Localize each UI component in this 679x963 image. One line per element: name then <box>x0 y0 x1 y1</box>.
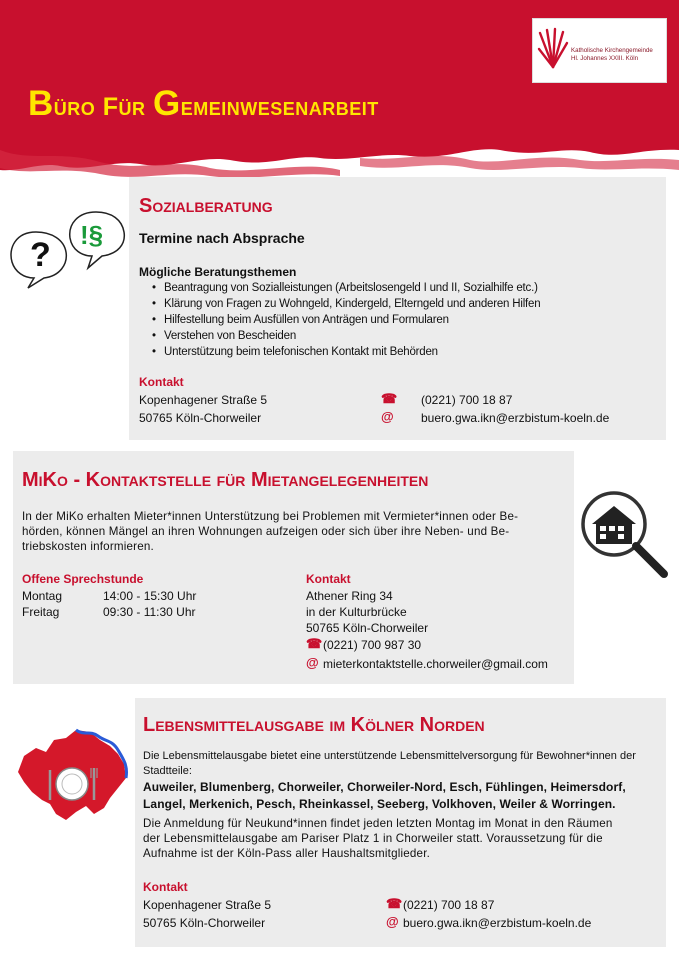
title-initial: B <box>28 84 54 123</box>
bubble-question: ? <box>30 236 51 274</box>
info-line: Die Anmeldung für Neukund*innen findet jeden letzten Montag im Monat in den Räumen <box>143 817 613 830</box>
miko-title: MiKo - Kontaktstelle für Mietangelegenheiten <box>22 469 429 491</box>
contact-phone[interactable]: (0221) 700 18 87 <box>421 393 513 407</box>
food-info <box>143 816 612 861</box>
districts-line: Langel, Merkenich, Pesch, Rheinkassel, Seeberg, Volkhoven, Weiler & Worringen. <box>143 797 616 811</box>
sozialberatung-subtitle: Termine nach Absprache <box>139 230 305 246</box>
contact-street: Kopenhagener Straße 5 <box>139 393 268 407</box>
hours-time: 09:30 - 11:30 Uhr <box>103 605 196 619</box>
list-item: • Beantragung von Sozialleistungen (Arbeitslosengeld I und II, Sozialhilfe etc.) <box>164 280 540 296</box>
phone-icon: ☎ <box>381 391 398 406</box>
food-map-icon <box>14 726 132 826</box>
contact-city: 50765 Köln-Chorweiler <box>139 411 262 425</box>
house-magnifier-icon <box>578 488 672 582</box>
title-rest: emeinwesenarbeit <box>180 93 379 121</box>
sozialberatung-title: Sozialberatung <box>139 195 273 217</box>
logo-line-1: Katholische Kirchengemeinde <box>571 47 653 54</box>
districts-line: Auweiler, Blumenberg, Chorweiler, Chorweiler-Nord, Esch, Fühlingen, Heimersdorf, <box>143 780 626 794</box>
contact-label: Kontakt <box>139 375 184 389</box>
list-item: • Klärung von Fragen zu Wohngeld, Kindergeld, Elterngeld und anderen Hilfen <box>164 296 540 312</box>
phone-icon: ☎ <box>306 636 323 651</box>
intro-line: Die Lebensmittelausgabe bietet eine unterstützende Lebensmittelversorgung für Bewohner*innen der <box>143 750 636 762</box>
address-line: 50765 Köln-Chorweiler <box>306 621 429 635</box>
intro-line: triebskosten informieren. <box>22 540 154 553</box>
title-rest: üro <box>53 93 103 121</box>
hours-day: Montag <box>22 589 63 603</box>
topics-heading: Mögliche Beratungsthemen <box>139 265 297 279</box>
address-line: Athener Ring 34 <box>306 589 393 603</box>
title-rest: ür <box>118 93 153 121</box>
contact-phone[interactable]: (0221) 700 987 30 <box>323 638 422 652</box>
parish-logo-mark <box>537 27 569 73</box>
info-line: Aufnahme ist der Köln-Pass aller Haushaltsmitglieder. <box>143 847 431 860</box>
food-districts <box>143 779 626 813</box>
at-icon: @ <box>386 914 399 929</box>
bubble-law: !§ <box>80 220 104 250</box>
title-initial: G <box>152 84 181 123</box>
sozialberatung-section <box>129 177 666 440</box>
parish-logo <box>532 18 667 83</box>
logo-line-2: Hl. Johannes XXIII. Köln <box>571 55 639 62</box>
contact-phone[interactable]: (0221) 700 18 87 <box>403 898 495 912</box>
info-line: der Lebensmittelausgabe am Pariser Platz 1 in Chorweiler statt. Voraussetzung für die <box>143 832 603 845</box>
miko-intro <box>22 509 562 554</box>
phone-icon: ☎ <box>386 896 403 911</box>
at-icon: @ <box>306 655 319 670</box>
hours-day: Freitag <box>22 605 60 619</box>
title-initial: f <box>102 84 119 123</box>
contact-street: Kopenhagener Straße 5 <box>143 898 272 912</box>
list-item: • Hilfestellung beim Ausfüllen von Anträgen und Formularen <box>164 312 540 328</box>
page-title <box>28 84 379 124</box>
intro-line: In der MiKo erhalten Mieter*innen Unterstützung bei Problemen mit Vermieter*innen oder Be- <box>22 510 519 523</box>
topics-list <box>148 280 540 360</box>
list-item: • Verstehen von Bescheiden <box>164 328 540 344</box>
address-line: in der Kulturbrücke <box>306 605 407 619</box>
contact-label: Kontakt <box>143 880 188 894</box>
lebensmittel-section <box>135 698 666 947</box>
contact-email[interactable]: buero.gwa.ikn@erzbistum-koeln.de <box>421 411 610 425</box>
contact-label: Kontakt <box>306 572 351 586</box>
contact-city: 50765 Köln-Chorweiler <box>143 916 266 930</box>
lebensmittel-title: Lebensmittelausgabe im Kölner Norden <box>143 714 485 736</box>
speech-bubbles-icon <box>6 208 130 290</box>
contact-email[interactable]: mieterkontaktstelle.chorweiler@gmail.com <box>323 657 548 671</box>
intro-line: Stadtteile: <box>143 765 192 777</box>
food-intro <box>143 749 636 779</box>
miko-section <box>13 451 574 684</box>
at-icon: @ <box>381 409 394 424</box>
list-item: • Unterstützung beim telefonischen Kontakt mit Behörden <box>164 344 540 360</box>
contact-email[interactable]: buero.gwa.ikn@erzbistum-koeln.de <box>403 916 592 930</box>
intro-line: hörden, können Mängel an ihren Wohnungen aufzeigen oder sich über ihre Neben- und Be- <box>22 525 510 538</box>
hours-label: Offene Sprechstunde <box>22 572 144 586</box>
hours-time: 14:00 - 15:30 Uhr <box>103 589 197 603</box>
